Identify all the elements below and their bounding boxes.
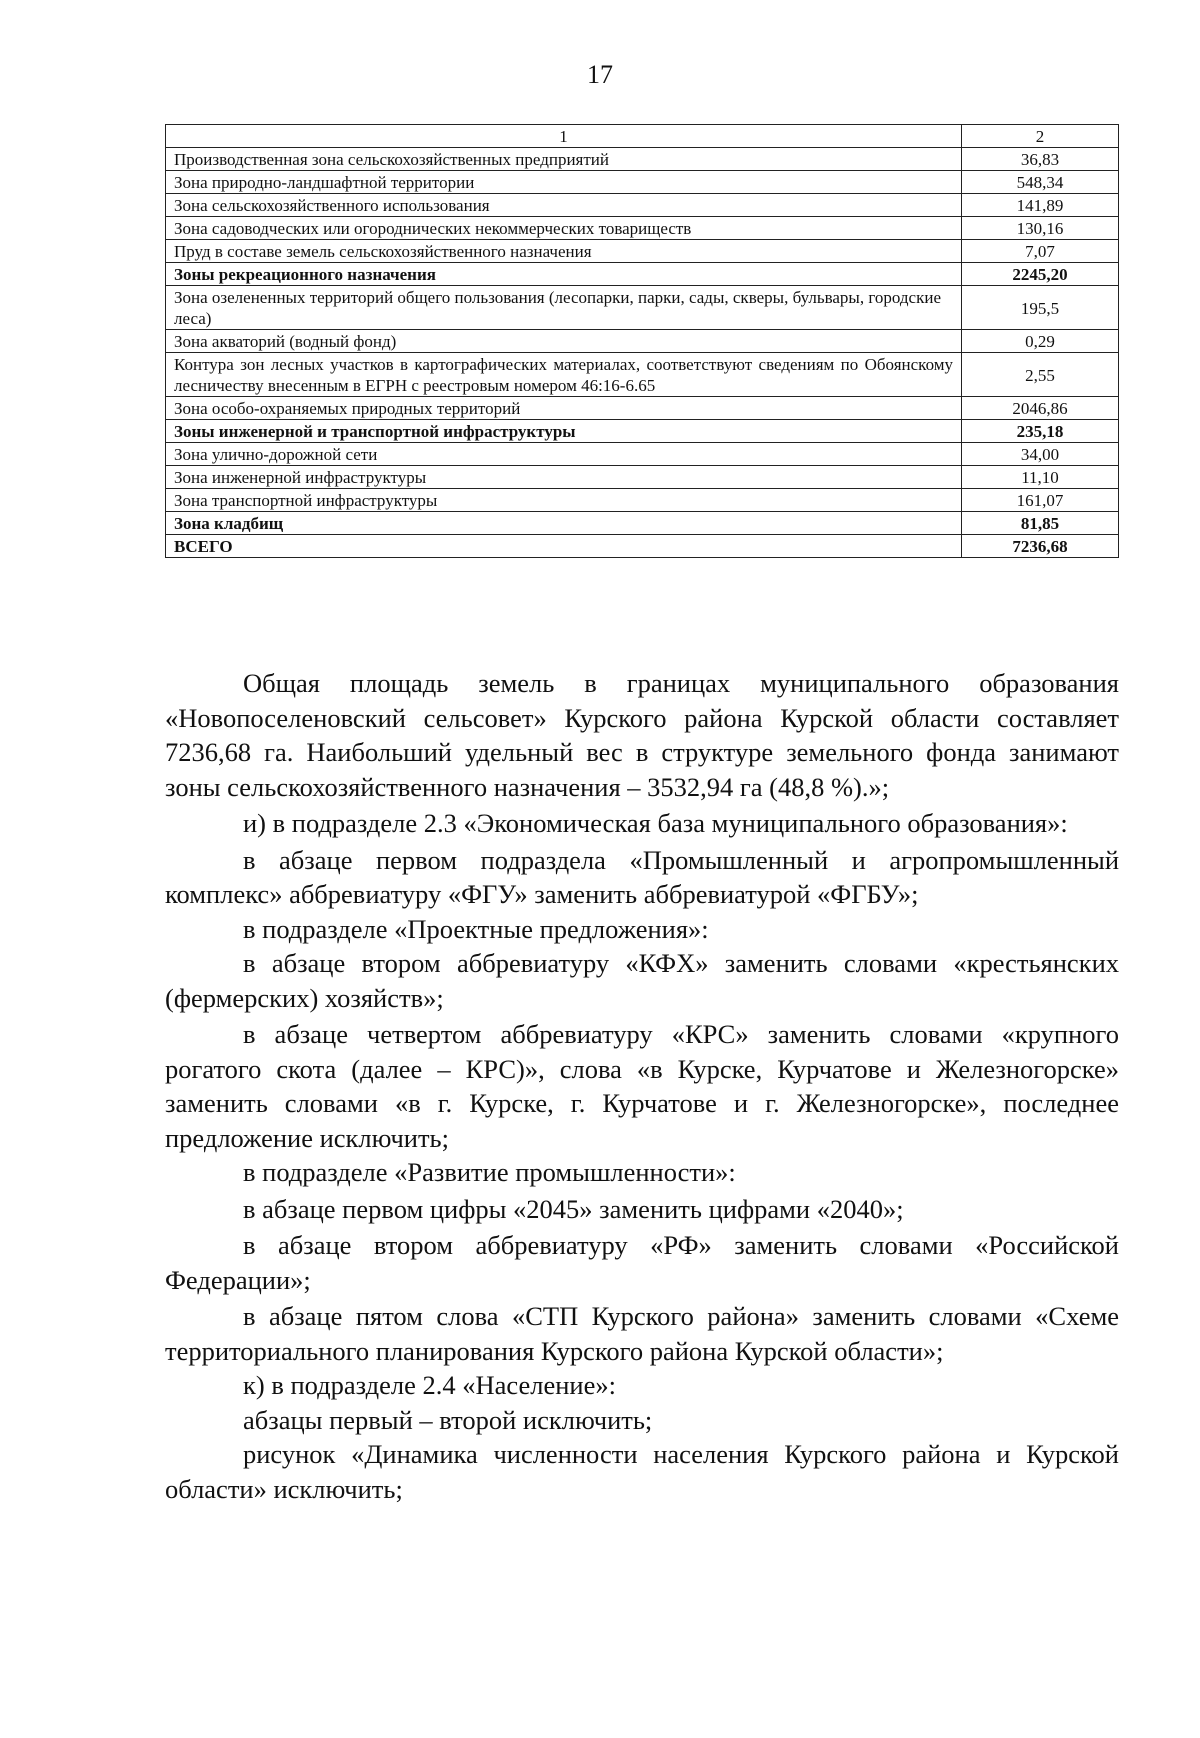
- zone-name: Зона особо-охраняемых природных территорий: [166, 397, 962, 420]
- zone-area: 7,07: [962, 240, 1119, 263]
- zone-area: 2245,20: [962, 263, 1119, 286]
- table-row: [166, 353, 1119, 397]
- zone-name: Зона озелененных территорий общего пользования (лесопарки, парки, сады, скверы, бульвары, городские леса): [166, 286, 962, 330]
- zone-area: 195,5: [962, 286, 1119, 330]
- table-row: [166, 194, 1119, 217]
- zone-name: Производственная зона сельскохозяйственных предприятий: [166, 148, 962, 171]
- zone-name: Зоны рекреационного назначения: [166, 263, 962, 286]
- body-text: [165, 666, 1119, 1506]
- zone-name: Пруд в составе земель сельскохозяйственного назначения: [166, 240, 962, 263]
- table-row: [166, 217, 1119, 240]
- zone-area: 11,10: [962, 466, 1119, 489]
- zone-name: Зона акваторий (водный фонд): [166, 330, 962, 353]
- zone-name: Контура зон лесных участков в картографических материалах, соответствуют сведениям по Обоянскому лесничеству внесенным в ЕГРН с реестровым номером 46:16-6.65: [166, 353, 962, 397]
- table-row-section: [166, 512, 1119, 535]
- table-row: [166, 330, 1119, 353]
- paragraph: в абзаце четвертом аббревиатуру «КРС» заменить словами «крупного рогатого скота (далее – КРС)», слова «в Курске, Курчатове и Железногорске» заменить словами «в г. Курске, г. Курчатове и г. Железногорске», последнее предложение исключить;: [165, 1019, 1119, 1153]
- total-label: ВСЕГО: [166, 535, 962, 558]
- table-row-total: [166, 535, 1119, 558]
- paragraph-item-i: и) в подразделе 2.3 «Экономическая база муниципального образования»:: [243, 808, 1068, 838]
- paragraph-total-area: Общая площадь земель в границах муниципального образования «Новопоселеновский сельсовет» Курского района Курской области составляет 7236,68 га. Наибольший удельный вес в структуре земельного фонда занимают зоны сельскохозяйственного назначения – 3532,94 га (48,8 %).»;: [165, 668, 1119, 802]
- paragraph: в абзаце первом цифры «2045» заменить цифрами «2040»;: [243, 1193, 904, 1224]
- zone-name: Зона садоводческих или огороднических некоммерческих товариществ: [166, 217, 962, 240]
- paragraph-item-k: к) в подразделе 2.4 «Население»:: [243, 1370, 616, 1400]
- zone-area: 235,18: [962, 420, 1119, 443]
- paragraph: в абзаце пятом слова «СТП Курского района» заменить словами «Схеме территориального планирования Курского района Курской области»;: [165, 1301, 1119, 1366]
- table-row: [166, 286, 1119, 330]
- zone-area: 141,89: [962, 194, 1119, 217]
- table-header-row: [166, 125, 1119, 148]
- zone-name: Зона транспортной инфраструктуры: [166, 489, 962, 512]
- zone-name: Зона кладбищ: [166, 512, 962, 535]
- table-row: [166, 443, 1119, 466]
- zone-area: 36,83: [962, 148, 1119, 171]
- paragraph: абзацы первый – второй исключить;: [243, 1404, 653, 1435]
- page-number: 17: [587, 60, 613, 89]
- paragraph: в абзаце втором аббревиатуру «РФ» заменить словами «Российской Федерации»;: [165, 1230, 1119, 1295]
- zone-name: Зона инженерной инфраструктуры: [166, 466, 962, 489]
- zone-area: 34,00: [962, 443, 1119, 466]
- zone-area: 0,29: [962, 330, 1119, 353]
- zone-area: 161,07: [962, 489, 1119, 512]
- zone-area: 2,55: [962, 353, 1119, 397]
- land-zones-table: [165, 124, 1119, 558]
- zone-name: Зоны инженерной и транспортной инфраструктуры: [166, 420, 962, 443]
- zone-name: Зона сельскохозяйственного использования: [166, 194, 962, 217]
- paragraph: в абзаце втором аббревиатуру «КФХ» заменить словами «крестьянских (фермерских) хозяйств»;: [165, 948, 1119, 1013]
- table-row: [166, 148, 1119, 171]
- table-row-section: [166, 420, 1119, 443]
- zone-name: Зона улично-дорожной сети: [166, 443, 962, 466]
- table-row: [166, 240, 1119, 263]
- zone-area: 81,85: [962, 512, 1119, 535]
- zone-area: 2046,86: [962, 397, 1119, 420]
- paragraph: в подразделе «Развитие промышленности»:: [243, 1157, 736, 1187]
- table-header-col1: 1: [166, 125, 962, 148]
- zone-name: Зона природно-ландшафтной территории: [166, 171, 962, 194]
- table-row: [166, 397, 1119, 420]
- paragraph: рисунок «Динамика численности населения Курского района и Курской области» исключить;: [165, 1439, 1119, 1504]
- zone-area: 548,34: [962, 171, 1119, 194]
- total-area: 7236,68: [962, 535, 1119, 558]
- table-header-col2: 2: [962, 125, 1119, 148]
- table-row: [166, 489, 1119, 512]
- table-row: [166, 171, 1119, 194]
- paragraph: в абзаце первом подраздела «Промышленный и агропромышленный комплекс» аббревиатуру «ФГУ» заменить аббревиатурой «ФГБУ»;: [165, 844, 1119, 909]
- table-row-section: [166, 263, 1119, 286]
- zone-area: 130,16: [962, 217, 1119, 240]
- paragraph: в подразделе «Проектные предложения»:: [243, 913, 709, 944]
- table-row: [166, 466, 1119, 489]
